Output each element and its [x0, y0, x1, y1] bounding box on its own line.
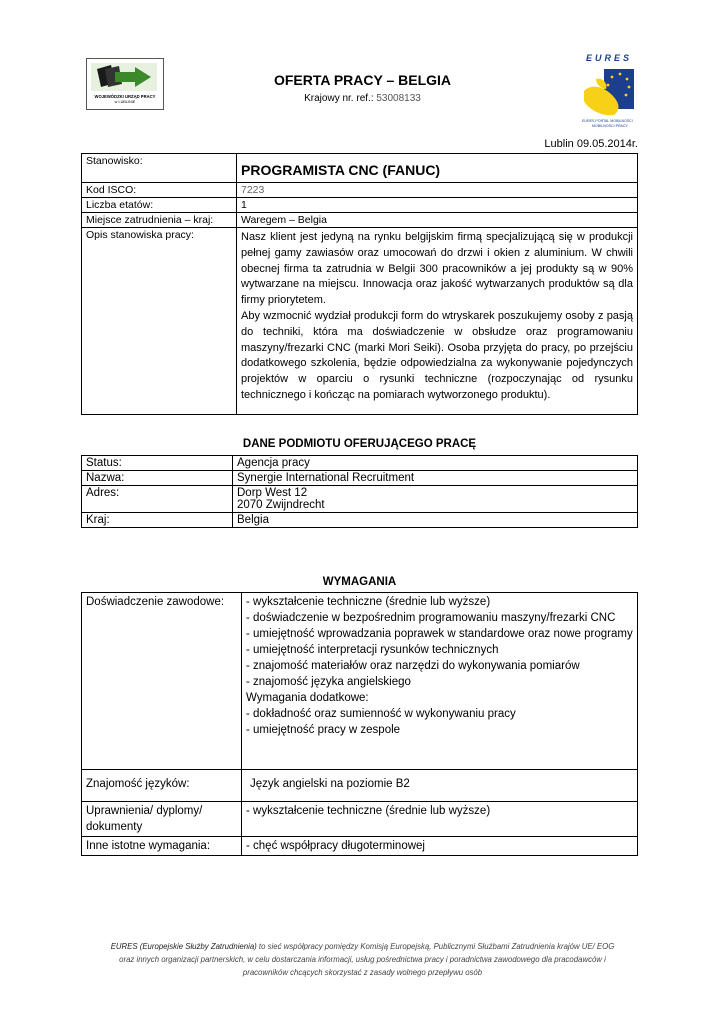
other-label: Inne istotne wymagania: — [82, 837, 242, 856]
eures-emblem-icon — [582, 65, 638, 117]
experience-list — [242, 593, 638, 770]
table-row — [82, 213, 638, 228]
list-item: - znajomość języka angielskiego — [246, 676, 411, 688]
arrow-cards-icon — [91, 63, 157, 91]
description-paragraph-2: Aby wzmocnić wydział produkcji form do wtryskarek poszukujemy osoby z pasją do techniki, która ma doświadczenie w obsłudze oraz programowaniu maszyny/frezarki CNC (marki Mori Seiki). Osoba przyjęta do pracy, po przejściu dodatkowego szkolenia, będzie odpowiedzialna za wykonywanie pojedynczych projektów w oparciu o rysunki techniczne (rozpoczynając od rysunku technicznego i kończąc na pomiarach wytworzonego produktu). — [241, 309, 633, 401]
table-row — [82, 486, 638, 513]
footer-note — [70, 940, 655, 979]
address-value — [233, 486, 638, 513]
table-row — [82, 513, 638, 528]
table-row — [82, 228, 638, 415]
eures-caption-line2: MOBILNOŚCI PRACY — [592, 124, 628, 128]
ref-label: Krajowy nr. ref.: — [304, 93, 377, 104]
other-value: - chęć współpracy długoterminowej — [242, 837, 638, 856]
list-item: - wykształcenie techniczne (średnie lub wyższe) — [246, 596, 491, 608]
positions-count-label: Liczba etatów: — [82, 198, 237, 213]
isco-value: 7223 — [237, 183, 638, 198]
country-label: Kraj: — [82, 513, 233, 528]
address-label: Adres: — [82, 486, 233, 513]
location-value: Waregem – Belgia — [237, 213, 638, 228]
country-value: Belgia — [233, 513, 638, 528]
wup-lublin-logo — [86, 58, 164, 110]
qualifications-label: Uprawnienia/ dyplomy/ dokumenty — [82, 802, 242, 837]
page-title: OFERTA PRACY – BELGIA — [273, 72, 452, 88]
name-value: Synergie International Recruitment — [233, 471, 638, 486]
table-row — [82, 770, 638, 802]
name-label: Nazwa: — [82, 471, 233, 486]
footer-line-2: oraz innych organizacji partnerskich, w celu dostarczania informacji, usług pośrednictwa pracy i poradnictwa zawodowego dla pracodawców i — [119, 955, 606, 964]
list-item: - umiejętność pracy w zespole — [246, 724, 401, 736]
logo-graphic — [91, 63, 157, 91]
list-item: - umiejętność wprowadzania poprawek w standardowe oraz nowe programy — [246, 628, 633, 640]
table-row — [82, 837, 638, 856]
footer-line-1 — [70, 940, 655, 953]
position-value: PROGRAMISTA CNC (FANUC) — [237, 154, 638, 183]
address-line-2: 2070 Zwijndrecht — [237, 499, 325, 511]
list-item: - doświadczenie w bezpośrednim programowaniu maszyny/frezarki CNC — [246, 612, 616, 624]
list-item: Wymagania dodatkowe: — [246, 692, 369, 704]
table-row — [82, 154, 638, 183]
list-item: - znajomość materiałów oraz narzędzi do wykonywania pomiarów — [246, 660, 580, 672]
location-label: Miejsce zatrudnienia – kraj: — [82, 213, 237, 228]
eures-caption-line1: EURES PORTAL MOBILNOŚCI — [582, 119, 633, 123]
logo-caption-main: WOJEWÓDZKI URZĄD PRACY — [94, 94, 156, 99]
footer-line-3: pracowników chcących skorzystać z zasady wolnego przepływu osób — [242, 968, 483, 977]
reference-number — [230, 93, 495, 104]
isco-label: Kod ISCO: — [82, 183, 237, 198]
footer-text-1: to sieć współpracy pomiędzy Komisją Europejską, Publicznymi Służbami Zatrudnienia krajów UE/ EOG — [256, 942, 615, 951]
table-row — [82, 802, 638, 837]
address-line-1: Dorp West 12 — [237, 487, 308, 499]
status-label: Status: — [82, 456, 233, 471]
status-value: Agencja pracy — [233, 456, 638, 471]
table-row — [82, 198, 638, 213]
table-row — [82, 456, 638, 471]
eures-wordmark: EURES — [586, 53, 633, 63]
table-row — [82, 183, 638, 198]
footer-org-name: EURES (Europejskie Służby Zatrudnienia) — [110, 942, 257, 951]
requirements-section-title: WYMAGANIA — [322, 576, 397, 588]
positions-count-value: 1 — [237, 198, 638, 213]
requirements-table — [81, 592, 638, 856]
job-offer-table — [81, 153, 638, 415]
document-date: Lublin 09.05.2014r. — [544, 138, 638, 150]
employer-section-title: DANE PODMIOTU OFERUJĄCEGO PRACĘ — [242, 438, 477, 450]
languages-label: Znajomość języków: — [82, 770, 242, 802]
list-item: - umiejętność interpretacji rysunków technicznych — [246, 644, 499, 656]
logo-caption-city: w LUBLINIE — [114, 100, 136, 104]
qualifications-value: - wykształcenie techniczne (średnie lub wyższe) — [242, 802, 638, 837]
languages-value: Język angielski na poziomie B2 — [242, 770, 638, 802]
position-label: Stanowisko: — [82, 154, 237, 183]
employer-table — [81, 455, 638, 528]
table-row — [82, 593, 638, 770]
eures-logo — [578, 53, 642, 131]
description-paragraph-1: Nasz klient jest jedyną na rynku belgijskim firmą specjalizującą się w produkcji pełnej gamy zawiasów oraz umocowań do drzwi i okien z aluminium. W chwili obecnej firma ta zatrudnia w Belgii 300 pracowników a jej produkty są w 90% wytwarzane na miejscu. Innowacja oraz jakość wytwarzanych produktów są dla firmy priorytetem. — [241, 231, 633, 307]
experience-label: Doświadczenie zawodowe: — [82, 593, 242, 770]
description-label: Opis stanowiska pracy: — [82, 228, 237, 415]
ref-value: 53008133 — [376, 93, 421, 104]
job-description — [237, 228, 638, 415]
table-row — [82, 471, 638, 486]
list-item: - dokładność oraz sumienność w wykonywaniu pracy — [246, 708, 516, 720]
